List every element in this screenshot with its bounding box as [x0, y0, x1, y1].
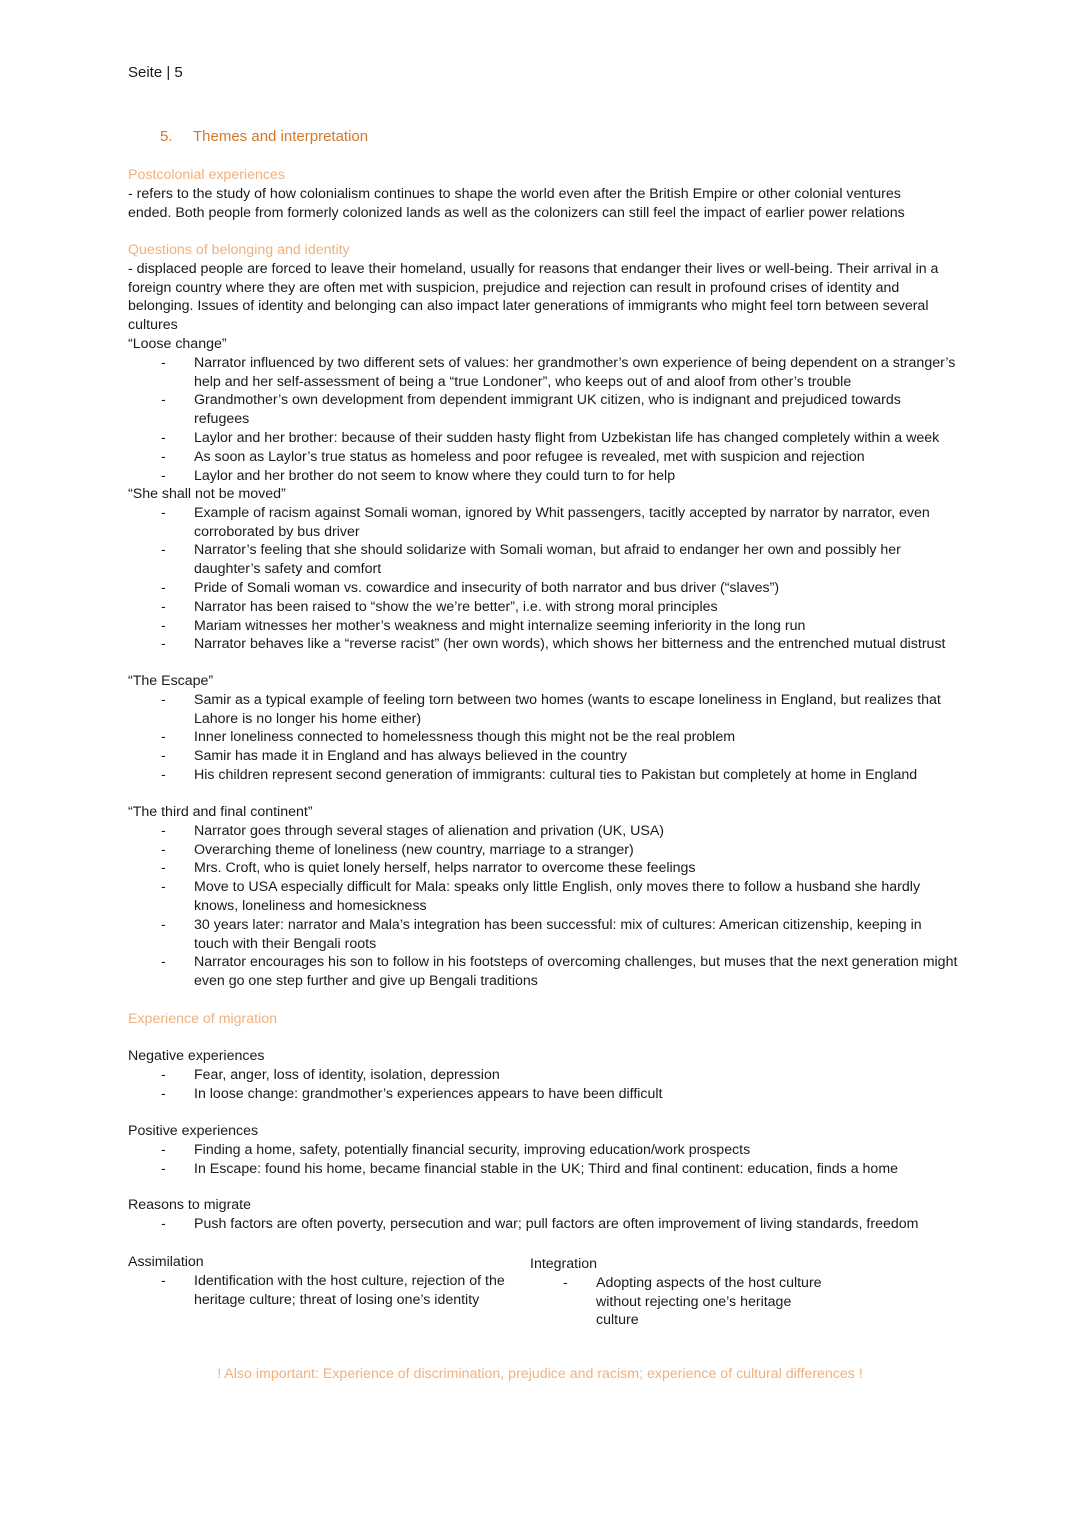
list-item: - As soon as Laylor’s true status as homeless and poor refugee is revealed, met with suspicion and rejection — [128, 448, 958, 467]
story-points — [128, 691, 958, 785]
list-item: - His children represent second generation of immigrants: cultural ties to Pakistan but completely at home in England — [128, 766, 958, 785]
list-item: - Move to USA especially difficult for Mala: speaks only little English, only moves there to follow a husband she hardly knows, loneliness and homesickness — [128, 878, 958, 916]
story-she-shall-not-be-moved — [128, 485, 958, 654]
list-item: - Narrator’s feeling that she should solidarize with Somali woman, but afraid to endanger her own and possibly her daughter’s safety and comfort — [128, 541, 958, 579]
list-item: - Mrs. Croft, who is quiet lonely herself, helps narrator to overcome these feelings — [128, 859, 958, 878]
list-item: - Samir has made it in England and has always believed in the country — [128, 747, 958, 766]
list-item: - Example of racism against Somali woman, ignored by Whit passengers, tacitly accepted by narrator by narrator, even corroborated by bus driver — [128, 504, 958, 542]
postcolonial-heading: Postcolonial experiences — [128, 167, 285, 183]
list-item: - Fear, anger, loss of identity, isolation, depression — [128, 1066, 958, 1085]
integration-points — [530, 1274, 830, 1330]
list-item: - Pride of Somali woman vs. cowardice and insecurity of both narrator and bus driver (“slaves”) — [128, 579, 958, 598]
migration-heading: Experience of migration — [128, 1011, 278, 1027]
story-points — [128, 354, 958, 486]
reasons-points — [128, 1215, 958, 1234]
section-number: 5. — [160, 128, 173, 145]
story-title: “The Escape” — [128, 673, 214, 689]
list-item: - Narrator goes through several stages of alienation and privation (UK, USA) — [128, 822, 958, 841]
story-points — [128, 504, 958, 654]
story-third-and-final-continent — [128, 803, 958, 991]
positive-points — [128, 1141, 958, 1179]
integration-block — [530, 1255, 830, 1330]
list-item: - Narrator encourages his son to follow in his footsteps of overcoming challenges, but muses that the next generation might even go one step further and give up Bengali traditions — [128, 953, 958, 991]
list-item: - Narrator influenced by two different sets of values: her grandmother’s own experience of being dependent on a stranger’s help and her self-assessment of being a “true Londoner”, who keeps out of and aloof from other’s trouble — [128, 354, 958, 392]
list-item: - Finding a home, safety, potentially financial security, improving education/work prospects — [128, 1141, 958, 1160]
belonging-block — [128, 241, 943, 335]
section-title: Themes and interpretation — [193, 128, 369, 145]
section-heading — [160, 128, 368, 147]
list-item: - Mariam witnesses her mother’s weakness and might internalize seeming inferiority in the long run — [128, 617, 958, 636]
page-number-header: Seite | 5 — [128, 64, 183, 81]
positive-title: Positive experiences — [128, 1123, 259, 1139]
story-title: “Loose change” — [128, 336, 227, 352]
reasons-title: Reasons to migrate — [128, 1197, 252, 1213]
belonging-heading: Questions of belonging and identity — [128, 242, 350, 258]
belonging-text: - displaced people are forced to leave their homeland, usually for reasons that endanger their lives or well-being. Their arrival in a foreign country where they are often met with suspicion, prejudice and rejection can result in profound crises of identity and belonging. Issues of identity and belonging can also impact later generations of immigrants who might feel torn between several cultures — [128, 260, 939, 334]
assimilation-points — [128, 1272, 508, 1310]
list-item: - Laylor and her brother: because of their sudden hasty flight from Uzbekistan life has changed completely within a week — [128, 429, 958, 448]
list-item: - 30 years later: narrator and Mala’s integration has been successful: mix of cultures: American citizenship, keeping in touch with their Bengali roots — [128, 916, 958, 954]
postcolonial-text: - refers to the study of how colonialism continues to shape the world even after the British Empire or other colonial ventures ended. Both people from formerly colonized lands as well as the colonizers can still feel the impact of earlier power relations — [128, 185, 905, 221]
story-points — [128, 822, 958, 991]
negative-experiences — [128, 1047, 958, 1103]
positive-experiences — [128, 1122, 958, 1178]
story-title: “The third and final continent” — [128, 804, 313, 820]
assimilation-title: Assimilation — [128, 1254, 204, 1270]
list-item: - Grandmother’s own development from dependent immigrant UK citizen, who is indignant and prejudiced towards refugees — [128, 391, 958, 429]
story-loose-change — [128, 335, 958, 485]
important-note: ! Also important: Experience of discrimination, prejudice and racism; experience of cultural differences ! — [217, 1366, 863, 1382]
list-item: - In loose change: grandmother’s experiences appears to have been difficult — [128, 1085, 958, 1104]
postcolonial-block — [128, 166, 943, 222]
list-item: - Narrator has been raised to “show the we’re better”, i.e. with strong moral principles — [128, 598, 958, 617]
assimilation-block — [128, 1253, 508, 1309]
negative-points — [128, 1066, 958, 1104]
list-item: - Inner loneliness connected to homelessness though this might not be the real problem — [128, 728, 958, 747]
reasons-to-migrate — [128, 1196, 958, 1234]
list-item: - Narrator behaves like a “reverse racist” (her own words), which shows her bitterness and the entrenched mutual distrust — [128, 635, 958, 654]
list-item: - Adopting aspects of the host culture without rejecting one’s heritage culture — [530, 1274, 830, 1330]
list-item: - In Escape: found his home, became financial stable in the UK; Third and final continent: education, finds a home — [128, 1160, 958, 1179]
integration-title: Integration — [530, 1256, 598, 1272]
list-item: - Samir as a typical example of feeling torn between two homes (wants to escape loneliness in England, but realizes that Lahore is no longer his home either) — [128, 691, 958, 729]
list-item: - Identification with the host culture, rejection of the heritage culture; threat of losing one’s identity — [128, 1272, 508, 1310]
story-the-escape — [128, 672, 958, 785]
story-title: “She shall not be moved” — [128, 486, 286, 502]
list-item: - Laylor and her brother do not seem to know where they could turn to for help — [128, 467, 958, 486]
list-item: - Overarching theme of loneliness (new country, marriage to a stranger) — [128, 841, 958, 860]
list-item: - Push factors are often poverty, persecution and war; pull factors are often improvement of living standards, freedom — [128, 1215, 958, 1234]
negative-title: Negative experiences — [128, 1048, 265, 1064]
